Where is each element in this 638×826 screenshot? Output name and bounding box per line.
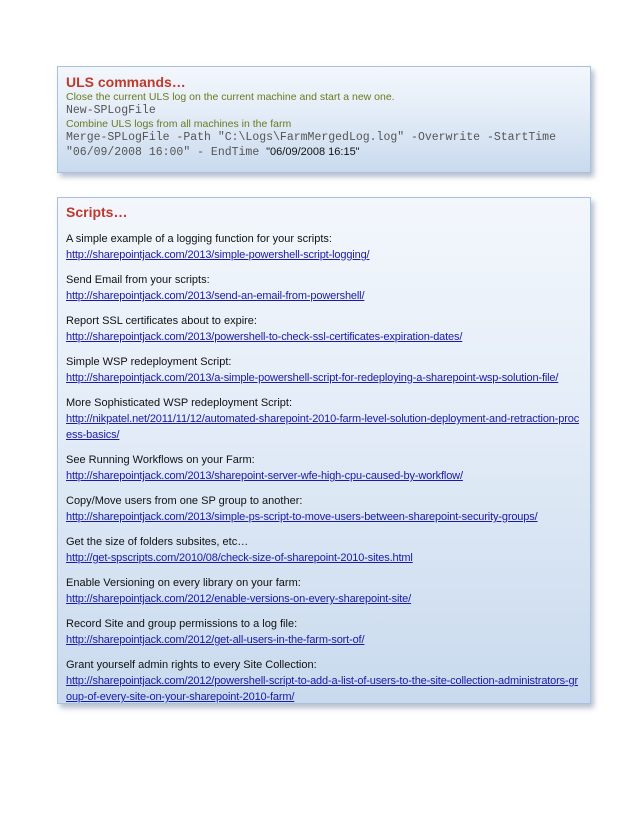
merge-command-text: Merge-SPLogFile -Path "C:\Logs\FarmMergedLog.log" -Overwrite -StartTime "06/09/2008 16:00" - EndTime (66, 131, 563, 159)
script-description: A simple example of a logging function for your scripts: (66, 233, 332, 245)
script-link[interactable]: http://sharepointjack.com/2012/enable-versions-on-every-sharepoint-site/ (66, 593, 412, 605)
script-link[interactable]: http://sharepointjack.com/2013/sharepoint-server-wfe-high-cpu-caused-by-workflow/ (66, 470, 463, 482)
script-description: Copy/Move users from one SP group to another: (66, 495, 303, 507)
uls-commands-box (57, 66, 591, 173)
script-link[interactable]: http://sharepointjack.com/2013/simple-ps-script-to-move-users-between-sharepoint-security-groups/ (66, 511, 538, 523)
scripts-list (66, 231, 582, 705)
script-entry (66, 231, 582, 263)
script-description: Grant yourself admin rights to every Site Collection: (66, 659, 317, 671)
script-entry (66, 313, 582, 345)
script-entry (66, 395, 582, 443)
script-entry (66, 272, 582, 304)
script-link[interactable]: http://sharepointjack.com/2012/get-all-users-in-the-farm-sort-of/ (66, 634, 365, 646)
script-description: Report SSL certificates about to expire: (66, 315, 257, 327)
script-description: Enable Versioning on every library on your farm: (66, 577, 301, 589)
script-description: See Running Workflows on your Farm: (66, 454, 255, 466)
uls-heading: ULS commands… (66, 74, 186, 90)
uls-note-close-log: Close the current ULS log on the current machine and start a new one. (66, 91, 395, 103)
uls-note-combine-logs: Combine ULS logs from all machines in the farm (66, 118, 292, 130)
script-link[interactable]: http://sharepointjack.com/2013/a-simple-powershell-script-for-redeploying-a-sharepoint-wsp-solution-file/ (66, 372, 559, 384)
script-description: Simple WSP redeployment Script: (66, 356, 232, 368)
script-entry (66, 616, 582, 648)
uls-command-merge-logfile (66, 130, 582, 160)
script-link[interactable]: http://nikpatel.net/2011/11/12/automated-sharepoint-2010-farm-level-solution-deployment-and-retraction-process-basics/ (66, 413, 580, 441)
script-entry (66, 657, 582, 705)
script-link[interactable]: http://sharepointjack.com/2012/powershell-script-to-add-a-list-of-users-to-the-site-collection-administrators-group-of-every-site-on-your-sharepoint-2010-farm/ (66, 675, 579, 703)
script-entry (66, 575, 582, 607)
uls-command-new-logfile: New-SPLogFile (66, 104, 156, 117)
script-entry (66, 493, 582, 525)
script-entry (66, 452, 582, 484)
script-description: Record Site and group permissions to a log file: (66, 618, 298, 630)
scripts-heading: Scripts… (66, 204, 128, 220)
script-entry (66, 534, 582, 566)
script-link[interactable]: http://sharepointjack.com/2013/powershell-to-check-ssl-certificates-expiration-dates/ (66, 331, 463, 343)
script-description: Get the size of folders subsites, etc… (66, 536, 249, 548)
script-link[interactable]: http://sharepointjack.com/2013/send-an-email-from-powershell/ (66, 290, 365, 302)
merge-command-endtime: "06/09/2008 16:15" (266, 146, 360, 158)
script-link[interactable]: http://sharepointjack.com/2013/simple-powershell-script-logging/ (66, 249, 370, 261)
script-description: Send Email from your scripts: (66, 274, 210, 286)
script-link[interactable]: http://get-spscripts.com/2010/08/check-size-of-sharepoint-2010-sites.html (66, 552, 413, 564)
script-entry (66, 354, 582, 386)
scripts-box (57, 197, 591, 704)
script-description: More Sophisticated WSP redeployment Script: (66, 397, 293, 409)
